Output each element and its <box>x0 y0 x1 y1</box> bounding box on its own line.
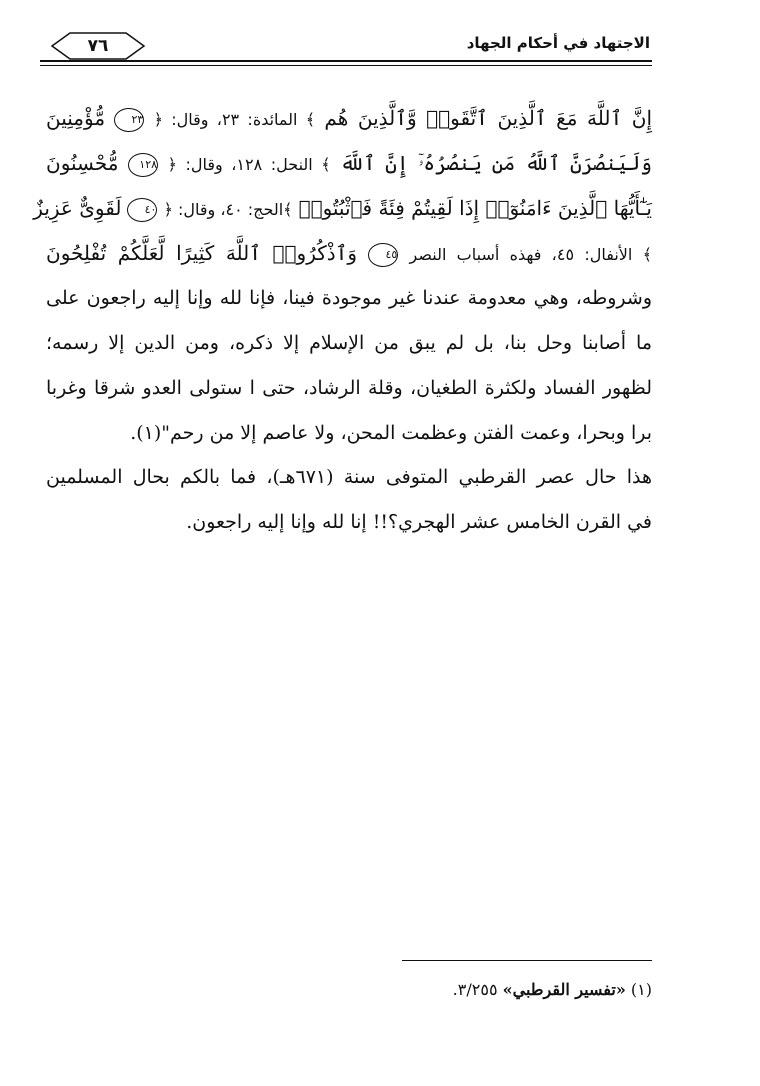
text-line: ما أصابنا وحل بنا، بل لم يبق من الإسلام إلا ذكره، ومن الدين إلا رسمه؛ <box>46 332 652 354</box>
text-line <box>33 186 652 231</box>
book-title: الاجتهاد في أحكام الجهاد <box>466 34 650 52</box>
ayah-number-marker: ٤٥ <box>368 243 398 267</box>
quran-verse: يَـٰٓأَيُّهَا ٱلَّذِينَ ءَامَنُوٓا۟ إِذَا لَقِيتُمْ فِئَةً فَٱثْبُتُوا۟ <box>298 196 652 220</box>
ayah-number-marker: ١٢٨ <box>128 153 158 177</box>
quran-verse: وَٱذْكُرُوا۟ ٱللَّهَ كَثِيرًا لَّعَلَّكُمْ تُفْلِحُونَ <box>46 241 358 265</box>
verse-reference: ﴾ المائدة: ٢٣، وقال: ﴿ <box>153 110 316 129</box>
body-paragraph-2 <box>46 455 652 545</box>
ayah-number-marker: ٢٣ <box>114 108 144 132</box>
footnote <box>300 980 652 999</box>
text-line <box>46 141 652 186</box>
verse-reference: ﴾ الأنفال: ٤٥، فهذه أسباب النصر <box>409 245 653 264</box>
text-line: لظهور الفساد ولكثرة الطغيان، وقلة الرشاد، حتى ا ستولى العدو شرقا وغربا <box>46 377 652 399</box>
ayah-number-marker: ٤٠ <box>127 198 157 222</box>
verse-reference: ﴾الحج: ٤٠، وقال: ﴿ <box>163 200 293 219</box>
text-line: هذا حال عصر القرطبي المتوفى سنة (٦٧١هـ)، فما بالكم بحال المسلمين <box>46 466 652 488</box>
quran-verse: لَقَوِىٌّ عَزِيزٌ <box>33 196 122 220</box>
text-line: برا وبحرا، وعمت الفتن وعظمت المحن، ولا عاصم إلا من رحم"(١). <box>130 422 652 444</box>
page-number-badge <box>50 31 146 61</box>
quran-verse: مُّحْسِنُونَ <box>46 151 119 175</box>
footnote-reference: ٣/٢٥٥. <box>452 980 498 999</box>
footnote-source-title: «تفسير القرطبي» <box>502 980 626 999</box>
quran-verse: إِنَّ ٱللَّهَ مَعَ ٱلَّذِينَ ٱتَّقَوا۟ وَّٱلَّذِينَ هُم <box>324 106 652 130</box>
text-line: وشروطه، وهي معدومة عندنا غير موجودة فينا، فإنا لله وإنا إليه راجعون على <box>46 287 652 309</box>
page-number: ٧٦ <box>87 36 109 56</box>
text-line: في القرن الخامس عشر الهجري؟!! إنا لله وإنا إليه راجعون. <box>186 511 652 533</box>
body-paragraph-1 <box>33 96 653 456</box>
footnote-marker: (١) <box>630 980 652 999</box>
quran-verse: مُّؤْمِنِينَ <box>46 106 106 130</box>
footnote-separator <box>402 960 652 961</box>
header-rule-thick <box>40 60 652 62</box>
text-line <box>46 96 652 141</box>
verse-reference: ﴾ النحل: ١٢٨، وقال: ﴿ <box>167 155 331 174</box>
quran-verse: وَلَيَنصُرَنَّ ٱللَّهُ مَن يَنصُرُهُۥٓ إِنَّ ٱللَّهَ <box>340 151 652 175</box>
text-line <box>46 231 652 276</box>
header-rule-thin <box>40 65 652 66</box>
running-header <box>40 28 652 72</box>
